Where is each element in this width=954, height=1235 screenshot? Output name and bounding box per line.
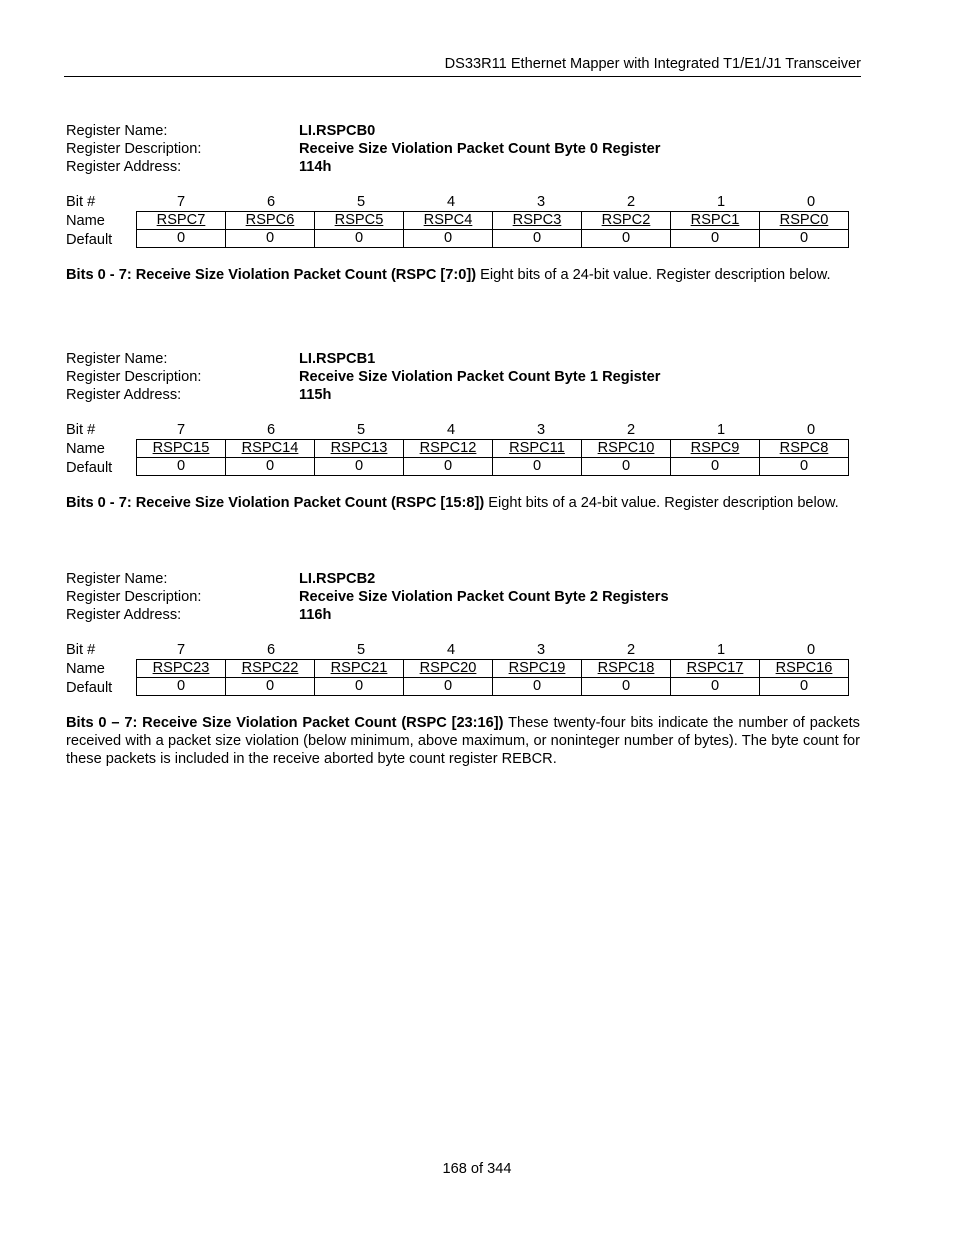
default-value-cell: 0 xyxy=(315,678,404,696)
register-name-label: Register Name: xyxy=(66,123,168,139)
bit-number: 7 xyxy=(176,194,186,210)
bit-name-cell: RSPC2 xyxy=(582,212,671,230)
bit-description-text: Eight bits of a 24-bit value. Register description below. xyxy=(476,267,831,283)
bit-name-cell: RSPC19 xyxy=(493,660,582,678)
bit-number: 2 xyxy=(626,194,636,210)
default-value-cell: 0 xyxy=(137,678,226,696)
bit-name-cell: RSPC12 xyxy=(404,440,493,458)
register-description-value: Receive Size Violation Packet Count Byte 1 Register xyxy=(299,369,661,385)
default-value-cell: 0 xyxy=(582,678,671,696)
name-row-label: Name xyxy=(66,661,105,677)
register-address-label: Register Address: xyxy=(66,159,182,175)
default-value-cell: 0 xyxy=(493,458,582,476)
bit-name-cell: RSPC7 xyxy=(137,212,226,230)
register-name-value: LI.RSPCB0 xyxy=(299,123,376,139)
default-value-cell: 0 xyxy=(760,678,849,696)
default-value-cell: 0 xyxy=(404,230,493,248)
default-value-cell: 0 xyxy=(226,678,315,696)
bit-number: 1 xyxy=(716,194,726,210)
register-bit-table xyxy=(136,211,849,248)
default-row-label: Default xyxy=(66,680,113,696)
bit-name-cell: RSPC22 xyxy=(226,660,315,678)
default-value-cell: 0 xyxy=(404,458,493,476)
bit-number-row xyxy=(66,421,860,439)
bit-name-cell: RSPC1 xyxy=(671,212,760,230)
bit-description xyxy=(66,494,860,512)
bit-name-cell: RSPC0 xyxy=(760,212,849,230)
bit-name-cell: RSPC14 xyxy=(226,440,315,458)
bit-description-text: Eight bits of a 24-bit value. Register description below. xyxy=(484,495,839,511)
bit-name-cell: RSPC6 xyxy=(226,212,315,230)
bit-description xyxy=(66,714,860,768)
bit-description-heading: Bits 0 - 7: Receive Size Violation Packet Count (RSPC [7:0]) xyxy=(66,267,477,283)
bit-number: 1 xyxy=(716,642,726,658)
bit-description xyxy=(66,266,860,284)
bit-number-label: Bit # xyxy=(66,422,96,438)
bit-name-row xyxy=(137,660,849,678)
bit-number: 7 xyxy=(176,642,186,658)
page-header xyxy=(64,55,861,77)
default-value-cell: 0 xyxy=(493,678,582,696)
default-value-cell: 0 xyxy=(671,678,760,696)
bit-number-label: Bit # xyxy=(66,642,96,658)
register-info xyxy=(66,122,860,176)
default-row-label: Default xyxy=(66,460,113,476)
register-info xyxy=(66,350,860,404)
default-value-cell: 0 xyxy=(226,458,315,476)
bit-number: 3 xyxy=(536,642,546,658)
default-value-cell: 0 xyxy=(493,230,582,248)
bit-name-cell: RSPC11 xyxy=(493,440,582,458)
bit-name-cell: RSPC16 xyxy=(760,660,849,678)
bit-name-cell: RSPC21 xyxy=(315,660,404,678)
bit-name-cell: RSPC5 xyxy=(315,212,404,230)
bit-name-cell: RSPC23 xyxy=(137,660,226,678)
bit-number: 4 xyxy=(446,194,456,210)
bit-number: 5 xyxy=(356,642,366,658)
default-value-cell: 0 xyxy=(760,458,849,476)
register-address-label: Register Address: xyxy=(66,387,182,403)
bit-name-cell: RSPC9 xyxy=(671,440,760,458)
default-value-cell: 0 xyxy=(404,678,493,696)
bit-name-cell: RSPC4 xyxy=(404,212,493,230)
register-description-label: Register Description: xyxy=(66,369,202,385)
bit-number: 0 xyxy=(806,194,816,210)
page-number: 168 of 344 xyxy=(442,1161,512,1177)
register-description-label: Register Description: xyxy=(66,141,202,157)
bit-number: 1 xyxy=(716,422,726,438)
register-address-value: 114h xyxy=(299,159,332,175)
bit-name-cell: RSPC10 xyxy=(582,440,671,458)
bit-number: 6 xyxy=(266,422,276,438)
bit-name-cell: RSPC18 xyxy=(582,660,671,678)
name-row-label: Name xyxy=(66,441,105,457)
register-section-0 xyxy=(66,122,860,284)
bit-description-text: These twenty-four bits indicate the number of packets received with a packet size violation (below minimum, above maximum, or noninteger number of bytes). The byte count for these packets is included in the receive aborted byte count register REBCR. xyxy=(66,715,860,767)
bit-name-row xyxy=(137,440,849,458)
default-value-cell: 0 xyxy=(226,230,315,248)
bit-name-cell: RSPC20 xyxy=(404,660,493,678)
register-bit-table xyxy=(136,659,849,696)
register-section-1 xyxy=(66,350,860,512)
bit-number-row xyxy=(66,641,860,659)
default-value-cell: 0 xyxy=(137,230,226,248)
bit-name-cell: RSPC13 xyxy=(315,440,404,458)
default-value-cell: 0 xyxy=(582,230,671,248)
default-value-cell: 0 xyxy=(671,458,760,476)
default-value-cell: 0 xyxy=(582,458,671,476)
bit-description-heading: Bits 0 – 7: Receive Size Violation Packet Count (RSPC [23:16]) xyxy=(66,715,504,731)
default-value-cell: 0 xyxy=(137,458,226,476)
register-name-value: LI.RSPCB2 xyxy=(299,571,376,587)
register-address-value: 116h xyxy=(299,607,332,623)
bit-table xyxy=(66,193,860,251)
bit-table xyxy=(66,421,860,479)
register-description-value: Receive Size Violation Packet Count Byte 0 Register xyxy=(299,141,661,157)
bit-number: 0 xyxy=(806,642,816,658)
register-name-value: LI.RSPCB1 xyxy=(299,351,376,367)
bit-number: 3 xyxy=(536,422,546,438)
bit-number-row xyxy=(66,193,860,211)
register-address-label: Register Address: xyxy=(66,607,182,623)
bit-number: 3 xyxy=(536,194,546,210)
bit-number: 5 xyxy=(356,194,366,210)
bit-name-cell: RSPC17 xyxy=(671,660,760,678)
default-value-cell: 0 xyxy=(315,230,404,248)
register-name-label: Register Name: xyxy=(66,571,168,587)
register-description-value: Receive Size Violation Packet Count Byte 2 Registers xyxy=(299,589,669,605)
default-value-row xyxy=(137,678,849,696)
default-value-cell: 0 xyxy=(760,230,849,248)
register-bit-table xyxy=(136,439,849,476)
default-value-row xyxy=(137,230,849,248)
bit-number: 2 xyxy=(626,422,636,438)
page-footer xyxy=(0,1160,954,1178)
bit-name-cell: RSPC15 xyxy=(137,440,226,458)
bit-name-cell: RSPC8 xyxy=(760,440,849,458)
bit-description-heading: Bits 0 - 7: Receive Size Violation Packet Count (RSPC [15:8]) xyxy=(66,495,485,511)
register-description-label: Register Description: xyxy=(66,589,202,605)
bit-name-row xyxy=(137,212,849,230)
default-value-row xyxy=(137,458,849,476)
bit-number: 4 xyxy=(446,422,456,438)
bit-table xyxy=(66,641,860,699)
bit-number: 2 xyxy=(626,642,636,658)
bit-number: 6 xyxy=(266,194,276,210)
bit-number: 0 xyxy=(806,422,816,438)
bit-number: 7 xyxy=(176,422,186,438)
default-value-cell: 0 xyxy=(315,458,404,476)
register-section-2 xyxy=(66,570,860,768)
bit-name-cell: RSPC3 xyxy=(493,212,582,230)
register-info xyxy=(66,570,860,624)
bit-number: 4 xyxy=(446,642,456,658)
register-name-label: Register Name: xyxy=(66,351,168,367)
bit-number-label: Bit # xyxy=(66,194,96,210)
bit-number: 6 xyxy=(266,642,276,658)
name-row-label: Name xyxy=(66,213,105,229)
default-value-cell: 0 xyxy=(671,230,760,248)
document-title: DS33R11 Ethernet Mapper with Integrated T1/E1/J1 Transceiver xyxy=(444,56,861,72)
default-row-label: Default xyxy=(66,232,113,248)
register-address-value: 115h xyxy=(299,387,332,403)
bit-number: 5 xyxy=(356,422,366,438)
